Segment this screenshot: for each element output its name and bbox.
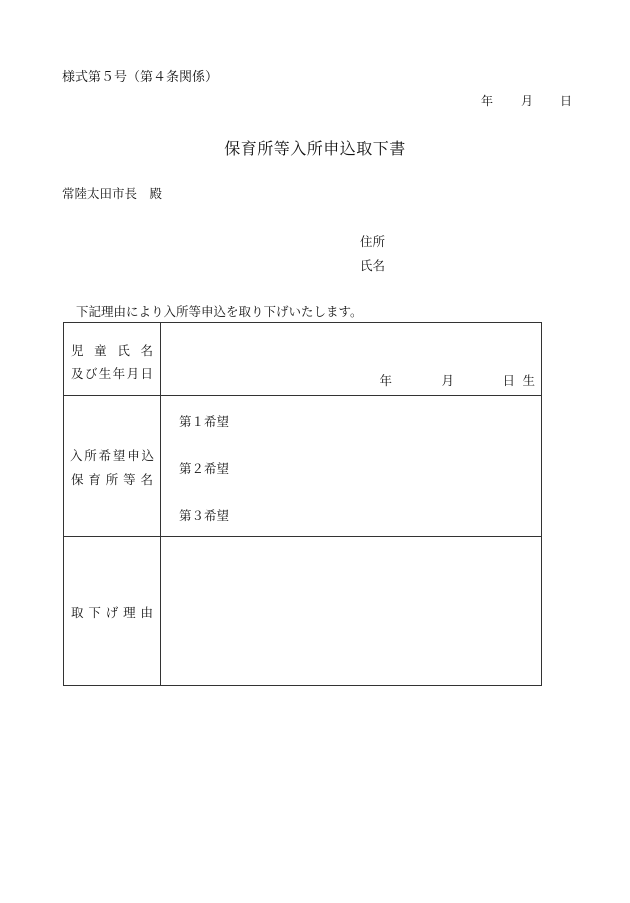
table-row-facility — [64, 396, 542, 537]
date-month-label: 月 — [521, 94, 534, 108]
child-label-line1: 児 童 氏 名 — [71, 343, 153, 358]
page-title: 保育所等入所申込取下書 — [224, 139, 406, 158]
withdrawal-statement: 下記理由により入所等申込を取り下げいたします。 — [76, 304, 363, 319]
date-line — [481, 92, 572, 109]
child-value-cell[interactable] — [161, 323, 542, 396]
table-row-child — [64, 323, 542, 396]
facility-value-cell[interactable] — [161, 396, 542, 537]
reason-value-cell[interactable] — [161, 537, 542, 686]
child-label-cell — [64, 323, 161, 396]
address-label: 住所 — [360, 234, 386, 249]
table-row-reason — [64, 537, 542, 686]
choice-3-label: 第３希望 — [179, 508, 230, 523]
name-label: 氏名 — [360, 258, 386, 273]
reason-label-cell — [64, 537, 161, 686]
date-year-label: 年 — [481, 94, 494, 108]
addressee: 常陸太田市長 殿 — [62, 186, 163, 201]
reason-label: 取 下 げ 理 由 — [71, 605, 153, 620]
facility-label-line2: 保 育 所 等 名 — [71, 472, 153, 487]
facility-label-line1: 入 所 希 望 申 込 — [70, 448, 154, 463]
child-label-line2: 及 び 生 年 月 日 — [71, 366, 153, 381]
choice-1-label: 第１希望 — [179, 414, 230, 429]
date-day-label: 日 — [560, 94, 573, 108]
facility-label-cell — [64, 396, 161, 537]
choice-2-label: 第２希望 — [179, 461, 230, 476]
withdrawal-form-table — [63, 322, 542, 686]
birth-date-line: 年 月 日 生 — [379, 373, 535, 388]
form-number: 様式第５号（第４条関係） — [62, 70, 219, 85]
